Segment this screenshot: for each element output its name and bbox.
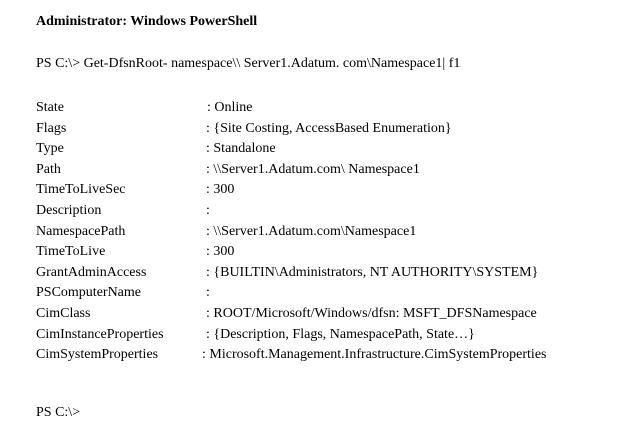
property-row-flags [36, 119, 616, 140]
property-row-timetolive [36, 242, 616, 263]
property-name: TimeToLiveSec [36, 182, 126, 198]
property-value: : \\Server1.Adatum.com\ Namespace1 [206, 161, 420, 177]
property-name: Path [36, 161, 61, 177]
property-name: Type [36, 141, 64, 157]
property-list [36, 98, 616, 366]
property-row-path [36, 160, 616, 181]
property-value: : \\Server1.Adatum.com\Namespace1 [206, 223, 417, 239]
property-row-namespacepath [36, 222, 616, 243]
property-value: : {BUILTIN\Administrators, NT AUTHORITY\SYSTEM} [206, 264, 539, 280]
property-value: : Microsoft.Management.Infrastructure.CimSystemProperties [202, 347, 547, 363]
property-value: : 300 [206, 182, 235, 198]
property-row-cimsystemproperties [36, 345, 616, 366]
command-line: PS C:\> Get-DfsnRoot- namespace\\ Server1.Adatum. com\Namespace1| f1 [36, 56, 461, 71]
property-value: : [206, 202, 210, 218]
property-row-grantadminaccess [36, 263, 616, 284]
property-name: Description [36, 202, 102, 218]
property-name: State [36, 100, 64, 115]
property-name: CimClass [36, 305, 91, 321]
property-value: : {Site Costing, AccessBased Enumeration} [206, 120, 452, 136]
window-title: Administrator: Windows PowerShell [36, 14, 258, 29]
property-name: NamespacePath [36, 223, 126, 239]
property-row-pscomputername [36, 283, 616, 304]
property-value: : 300 [206, 244, 235, 260]
property-value: : Standalone [206, 141, 276, 157]
property-row-description [36, 201, 616, 222]
command-prompt[interactable]: PS C:\> [36, 405, 81, 420]
property-value: : Online [207, 100, 253, 115]
property-value: : {Description, Flags, NamespacePath, State…} [206, 326, 475, 342]
property-name: GrantAdminAccess [36, 264, 147, 280]
property-name: PSComputerName [36, 285, 141, 301]
property-name: TimeToLive [36, 244, 106, 260]
property-name: CimInstanceProperties [36, 326, 164, 342]
property-row-ciminstanceproperties [36, 325, 616, 346]
property-name: CimSystemProperties [36, 347, 159, 363]
property-row-state [36, 98, 616, 119]
property-name: Flags [36, 120, 67, 136]
property-row-cimclass [36, 304, 616, 325]
property-value: : [206, 285, 210, 301]
property-row-type [36, 139, 616, 160]
property-row-timetolivesec [36, 180, 616, 201]
property-value: : ROOT/Microsoft/Windows/dfsn: MSFT_DFSNamespace [206, 305, 537, 321]
